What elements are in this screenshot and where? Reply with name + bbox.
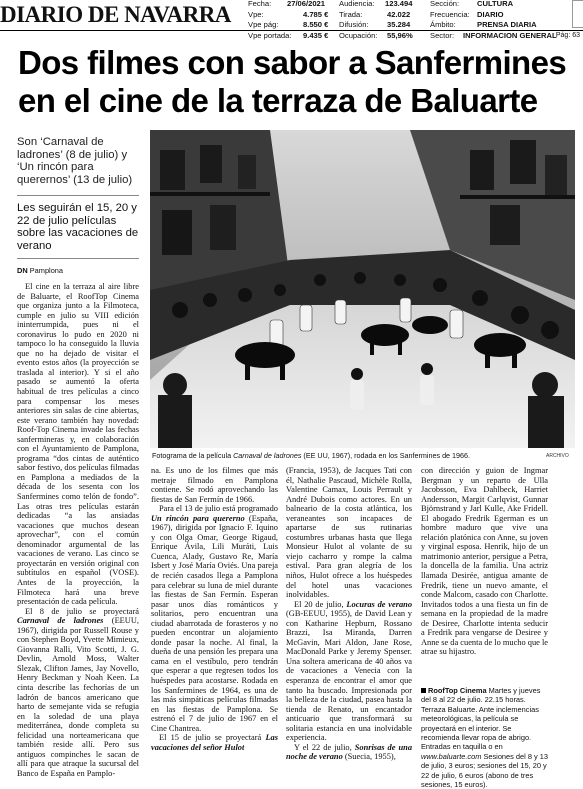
vpe-pag-label: Vpe pág: — [248, 20, 279, 29]
col3-p2-lead: El 20 de julio, — [294, 599, 347, 609]
vpe-label: Vpe: — [248, 9, 264, 19]
headline — [18, 44, 578, 120]
film-title-rincon: Un rincón para quererno — [151, 513, 245, 523]
vpe-value: 4.785 € — [303, 9, 329, 19]
byline-agency: DN — [17, 266, 28, 275]
caption-title: Carnaval de ladrones — [233, 451, 302, 460]
byline — [17, 266, 63, 275]
ocupacion-label: Ocupación: — [339, 30, 378, 40]
fecha-label: Fecha: — [248, 0, 272, 8]
col1-p2-lead: El 8 de julio se proyectará — [25, 606, 139, 616]
seccion-value: CULTURA — [477, 0, 514, 8]
col3-p2-rest: (GB-EEUU, 1955), de David Lean y con Katharine Hepburn, Rossano Brazzi, Isa Miranda, Darren McGavin, Mari Aldon, Jane Rose, MacDonald Parke y Jeremy Spenser. Una soltera americana de 40 años va de vacaciones a Venecia con la esperanza de encontrar el amor que tanto ha buscado. Impresionada por la belleza de la ciudad, pasea hasta la tienda de Renato, un encantador anticuario que transformará su solitaria estancia en una inolvidable experiencia. — [286, 609, 412, 743]
info-box-site: www.baluarte.com — [421, 751, 482, 761]
vpe-portada-value: 9.435 € — [303, 30, 329, 40]
article-col-1 — [17, 282, 139, 778]
subhead: Son ‘Carnaval de ladrones’ (8 de julio) y ‘Un rincón para querernos’ (13 de julio) — [17, 136, 133, 186]
barcode-box — [572, 0, 583, 28]
col2-paragraph-1: na. Es uno de los filmes que más metraje filmado en Pamplona contiene. Se rodó aprovechando las fiestas de San Fermín de 1966. — [151, 466, 278, 504]
film-title-locuras: Locuras de verano — [346, 599, 413, 609]
col1-paragraph-2 — [17, 607, 139, 779]
caption-rest: (EE UU, 1967), rodada en los Sanfermines de 1966. — [301, 451, 471, 460]
audiencia-label: Audiencia: — [339, 0, 375, 8]
col1-p2-rest: (EEUU, 1967), dirigida por Russell Rouse y con Stephen Boyd, Yvette Mimieux, Giovanna Ralli, Vito Scotti, J. G. Devlin, Arnold Moss, Walter Slezak, Clifton James, Jay Novello, Henry Beckman y Noah Keen. La cinta describe las fechorías de un ladrón de bancos americano que harto de semejante vida se refugia en la soledad de una playa mediterránea, donde completa su felicidad una norteamericana que también reside allí. Pero sus antiguos compinches le sacan de allí para que atraque la sucursal del Banco de España en Pamplo- — [17, 616, 139, 778]
ocupacion-value: 55,96% — [387, 30, 413, 40]
vpe-portada-label: Vpe portada: — [248, 30, 292, 40]
dek-rule — [17, 258, 139, 259]
col2-p2-lead: Para el 13 de julio está programado — [159, 504, 278, 514]
frecuencia-value: DIARIO — [477, 9, 504, 19]
sector-label: Sector: — [430, 30, 455, 40]
film-title-carnaval: Carnaval de ladrones — [17, 616, 104, 626]
info-box-text: Martes y jueves del 8 al 22 de julio. 22.15 horas. Terraza Baluarte. Ante inclemencias meteorológicas, la película se proyectará en el interior. Se recomienda llevar ropa de abrigo. Entradas en taquilla o en — [421, 686, 541, 752]
subhead-rule — [17, 195, 139, 196]
difusion-label: Difusión: — [339, 20, 369, 29]
film-still-image — [150, 130, 575, 448]
page-number: Pág: 63 — [555, 32, 580, 39]
frecuencia-label: Frecuencia: — [430, 9, 470, 19]
square-bullet-icon — [421, 688, 426, 693]
dek: Les seguirán el 15, 20 y 22 de julio películas sobre las vacaciones de verano — [17, 202, 139, 252]
difusion-value: 35.284 — [387, 20, 411, 29]
headline-line-1: Dos filmes con sabor a Sanfermines — [18, 44, 567, 81]
col4-paragraph-1: con dirección y guion de Ingmar Bergman y un reparto de Ulla Jacobsson, Eva Dahlbeck, Harriet Andersson, Margit Carlqvist, Gunnar Björnstrand y Jarl Kulle, Ake Fridell. El abogado Fredrik Egerman es un hombre maduro que vive una relación platónica con Anne, su joven y virginal esposa. Henrik, hijo de un matrimonio anterior, persigue a Petra, la doncella de la familia. Una actriz llamada Desirée, antigua amante de Fredrik, tiene un nuevo amante, el conde Malcom, casado con Charlotte. Invitados todos a una fiesta un fin de semana en la propiedad de la madre de Desiree, Charlotte intenta seducir a Fredrik para vengarse de Desiree y Anne se da cuenta de lo mucho que le atrae su hijastro. — [421, 466, 548, 657]
audiencia-value: 123.494 — [385, 0, 413, 8]
col2-paragraph-2 — [151, 504, 278, 733]
byline-place: Pamplona — [29, 266, 64, 275]
ambito-value: PRENSA DIARIA — [477, 20, 537, 29]
info-box-title: RoofTop Cinema — [428, 686, 487, 695]
caption-lead: Fotograma de la película — [152, 451, 234, 460]
film-title-sonrisas: Sonrisas de una noche de verano — [286, 742, 413, 762]
vpe-pag-value: 8.550 € — [303, 20, 329, 29]
headline-line-2: en el cine de la terraza de Baluarte — [18, 82, 538, 119]
fecha-value: 27/06/2021 — [287, 0, 326, 8]
photo-credit: ARCHIVO — [546, 453, 569, 459]
col3-paragraph-1: (Francia, 1953), de Jacques Tati con él, Nathalie Pascaud, Michèle Rolla, Valentine Camax, Louis Perrault y André Dubois como actores. En un balneario de la costa atlántica, los veraneantes son incapaces de apartarse de sus rutinarias costumbres urbanas hasta que llega Monsieur Hulot al volante de su viejo cacharro y rompe la calma estival. Para gran alegría de los niños, Hulot ofrece a los huéspedes del hotel unas vacaciones inolvidables. — [286, 466, 412, 600]
sector-value: INFORMACION GENERAL — [463, 30, 557, 40]
info-box-text-2: Sesiones del 8 y 13 de julio, 3 euros; sesiones del 15, 20 y 22 de julio, 6 euros (abono de tres sesiones, 15 euros). — [421, 751, 548, 789]
film-title-hulot: Las vacaciones del señor Hulot — [151, 733, 278, 752]
photo-caption — [152, 451, 572, 460]
col3-p3-lead: Y el 22 de julio, — [294, 742, 355, 752]
col3-paragraph-2 — [286, 600, 412, 743]
tirada-value: 42.022 — [387, 9, 411, 19]
col1-paragraph-1: El cine en la terraza al aire libre de Baluarte, el RoofTop Cinema que organiza junto a la Filmoteca, cumple en julio su VIII edición ininterrumpida, pues ni el coronavirus lo pudo en 2020 ni tampoco lo ha conseguido la lluvia que no ha dejado de visitar el evento estos años (la proyección se traslada al interior). Y si el año pasado se aumentó la oferta habitual de tres películas a cinco para compensar los meses anteriores sin salas de cine abiertas, este verano también hay novedad: Roof-Top Cinema invade las fechas sanfermineras y, en colaboración con el Ayuntamiento de Pamplona, programa “dos cintas de auténtico sabor festivo, dos películas filmadas en Pamplona a mediados de la década de los sesenta con los Sanfermines como telón de fondo”. Las otras tres películas estarán dedicadas “a las ansiadas vacaciones que muchos desean aprovechar”, con el común denominador argumental de las vacaciones de verano. Las cinco se proyectarán en versión original con subtítulos en español (VOSE). Antes de la proyección, la Filmoteca hará una breve presentación de cada película. — [17, 282, 139, 607]
article-col-3 — [286, 466, 412, 762]
col3-p3-rest: (Suecia, 1955), — [342, 752, 396, 762]
seccion-label: Sección: — [430, 0, 460, 8]
header-rule — [0, 30, 583, 31]
info-box — [421, 686, 548, 789]
col2-p2-rest: (España, 1967), dirigida por Ignacio F. Iquino y con Olga Omar, George Rigaud, Enrique Ávila, Lili Muráti, Luis Cuenca, Alady, Gustavo Re, María Isbert y José María Oviés. Una pareja de recién casados llega a Pamplona para celebrar su luna de miel durante las fiestas de San Fermín. Esperan pasar unos días románticos y solitarios, pero encuentran una ciudad abarrotada de forasteros y no pueden encontrar un alojamiento donde pasar la noche. Al final, la dueña de una pensión les prepara una cama en el vestíbulo, pero tendrán que esperar a que regresen todos los huéspedes para acostarse. Rodada en los Sanfermines de 1964, es una de las más simpáticas películas filmadas en las fiestas de Pamplona. Se estrenó el 7 de julio de 1967 en el Cine Chantrea. — [151, 513, 278, 733]
meta-col-1 — [248, 0, 328, 41]
meta-col-2 — [339, 0, 413, 41]
tirada-label: Tirada: — [339, 9, 363, 19]
col2-p3-lead: El 15 de julio se proyectará — [159, 733, 266, 743]
meta-col-3 — [430, 0, 557, 41]
masthead: DIARIO DE NAVARRA — [0, 2, 231, 27]
article-col-4 — [421, 466, 548, 657]
col2-paragraph-3 — [151, 733, 278, 752]
col3-paragraph-3 — [286, 743, 412, 762]
film-still-photo — [150, 130, 575, 448]
ambito-label: Ámbito: — [430, 20, 456, 29]
article-col-2 — [151, 466, 278, 752]
